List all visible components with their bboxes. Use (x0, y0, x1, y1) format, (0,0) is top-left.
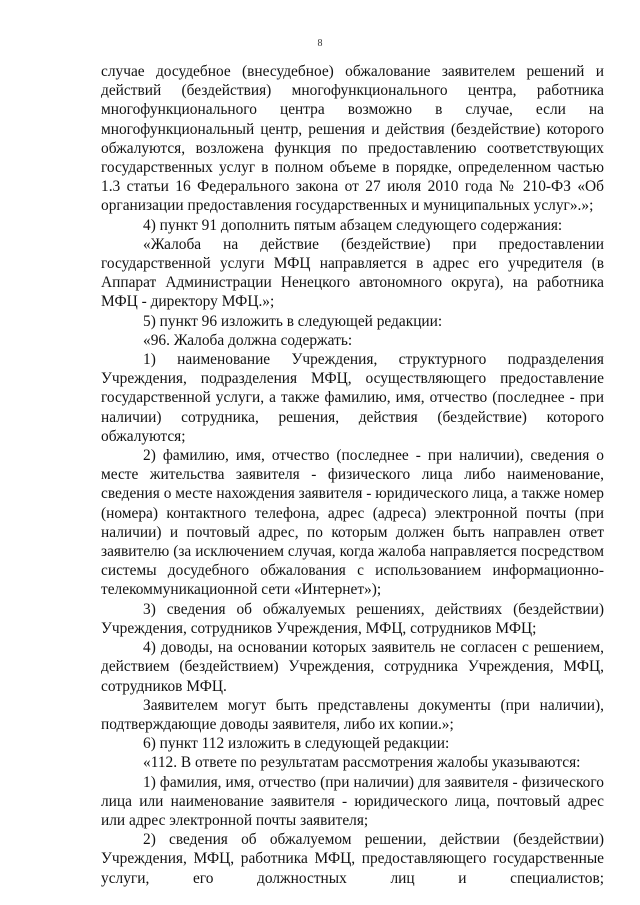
paragraph-item-6: 6) пункт 112 изложить в следующей редакции: (143, 735, 450, 753)
paragraph-continuation: случае досудебное (внесудебное) обжалование заявителем решений и действий (бездействия) многофункционального центра, работника многофункционального центра возможно в случае, если на многофункциональный центр, решения и действия (бездействие) которого обжалуются, возложена функция по предоставлению соответствующих государственных услуг в полном объеме в порядке, определенном частью 1.3 статьи 16 Федерального закона от 27 июля 2010 года № 210-ФЗ «Об организации предоставления государственных и муниципальных услуг».»; (101, 63, 604, 215)
paragraph-112-item-2: 2) сведения об обжалуемом решении, действии (бездействии) Учреждения, МФЦ, работника МФЦ, предоставляющего государственные услуги, его должностных лиц и специалистов; (101, 831, 604, 887)
paragraph-96-item-4: 4) доводы, на основании которых заявитель не согласен с решением, действием (бездействием) Учреждения, сотрудника Учреждения, МФЦ, сотрудников МФЦ. (101, 639, 604, 695)
paragraph-96-heading: «96. Жалоба должна содержать: (143, 331, 353, 349)
paragraph-112-heading: «112. В ответе по результатам рассмотрения жалобы указываются: (143, 754, 581, 772)
paragraph-documents: Заявителем могут быть представлены документы (при наличии), подтверждающие доводы заявителя, либо их копии.»; (101, 696, 604, 733)
page-number: 8 (317, 38, 323, 49)
document-body (101, 62, 604, 888)
paragraph-96-item-1: 1) наименование Учреждения, структурного подразделения Учреждения, подразделения МФЦ, осуществляющего предоставление государственной услуги, а также фамилию, имя, отчество (последнее - при наличии) сотрудника, решения, действия (бездействие) которого обжалуются; (101, 351, 604, 445)
paragraph-item-5: 5) пункт 96 изложить в следующей редакции: (143, 312, 443, 330)
paragraph-complaint-quote: «Жалоба на действие (бездействие) при предоставлении государственной услуги МФЦ направляется в адрес его учредителя (в Аппарат Администрации Ненецкого автономного округа), на работника МФЦ - директору МФЦ.»; (101, 235, 604, 311)
paragraph-96-item-2: 2) фамилию, имя, отчество (последнее - при наличии), сведения о месте жительства заявителя - физического лица либо наименование, сведения о месте нахождения заявителя - юридического лица, а также номер (номера) контактного телефона, адрес (адреса) электронной почты (при наличии) и почтовый адрес, по которым должен быть направлен ответ заявителю (за исключением случая, когда жалоба направляется посредством системы досудебного обжалования с использованием информационно-телекоммуникационной сети «Интернет»); (101, 447, 604, 599)
paragraph-112-item-1: 1) фамилия, имя, отчество (при наличии) для заявителя - физического лица или наименование заявителя - юридического лица, почтовый адрес или адрес электронной почты заявителя; (101, 773, 604, 829)
paragraph-96-item-3: 3) сведения об обжалуемых решениях, действиях (бездействии) Учреждения, сотрудников Учреждения, МФЦ, сотрудников МФЦ; (101, 600, 604, 637)
paragraph-item-4: 4) пункт 91 дополнить пятым абзацем следующего содержания: (143, 216, 563, 234)
